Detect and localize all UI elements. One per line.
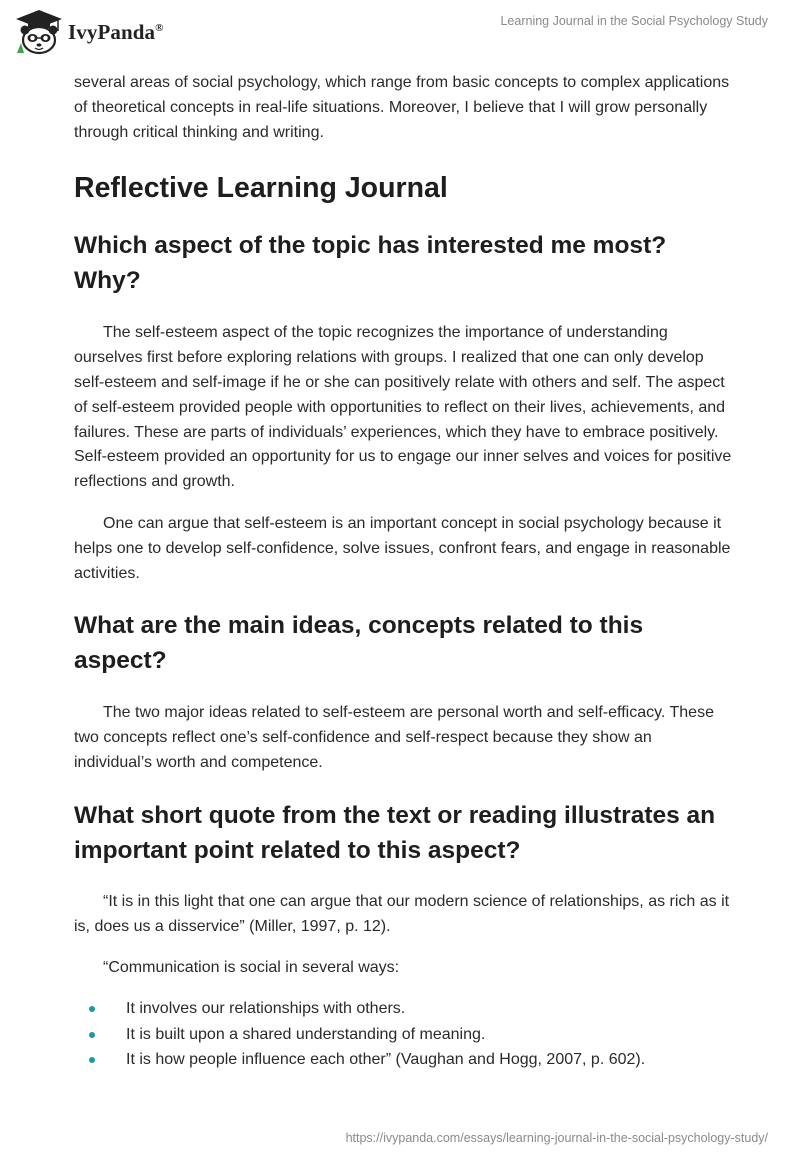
paragraph-argument: One can argue that self-esteem is an important concept in social psychology because it helps one to develop self-confidence, solve issues, confront fears, and engage in reasonable activities.: [74, 514, 731, 582]
brand-name: IvyPanda®: [68, 19, 164, 44]
article-body: [74, 71, 734, 1073]
bullet-icon: [89, 1032, 95, 1038]
source-url[interactable]: https://ivypanda.com/essays/learning-journal-in-the-social-psychology-study/: [345, 1131, 768, 1145]
section-heading-main-ideas: What are the main ideas, concepts related to this aspect?: [74, 612, 644, 675]
page-header: [0, 0, 800, 60]
list-item: It is how people influence each other” (Vaughan and Hogg, 2007, p. 602).: [74, 1047, 734, 1073]
bullet-list: [74, 996, 734, 1073]
paragraph-main-ideas: The two major ideas related to self-esteem are personal worth and self-efficacy. These two concepts reflect one’s self-confidence and self-respect because they show an individual’s worth and competence.: [74, 704, 714, 771]
bullet-icon: [89, 1006, 95, 1012]
list-item: It is built upon a shared understanding of meaning.: [74, 1022, 734, 1048]
document-title: Learning Journal in the Social Psychology Study: [500, 14, 768, 28]
list-item: It involves our relationships with others.: [74, 996, 734, 1022]
paragraph-self-esteem: The self-esteem aspect of the topic recognizes the importance of understanding ourselves first before exploring relations with groups. I realized that one can only develop self-esteem and self-image if he or she can positively relate with others and self. The aspect of self-esteem provided people with opportunities to reflect on their lives, achievements, and failures. These are parts of individuals’ experiences, which they have to embrace positively. Self-esteem provided an opportunity for us to engage our inner selves and voices for positive reflections and growth.: [74, 324, 732, 491]
intro-paragraph: several areas of social psychology, which range from basic concepts to complex applications of theoretical concepts in real-life situations. Moreover, I believe that I will grow personally through critical thinking and writing.: [74, 74, 730, 141]
section-heading-interest: Which aspect of the topic has interested me most? Why?: [74, 232, 667, 295]
ivypanda-logo[interactable]: [14, 8, 164, 56]
section-heading-quote: What short quote from the text or reading illustrates an important point related to this aspect?: [74, 801, 716, 864]
quote-paragraph-communication: “Communication is social in several ways:: [103, 959, 400, 977]
bullet-icon: [89, 1057, 95, 1063]
panda-icon: [14, 9, 64, 55]
quote-paragraph-miller: “It is in this light that one can argue that our modern science of relationships, as rich as it is, does us a disservice” (Miller, 1997, p. 12).: [74, 892, 730, 935]
page-title: Reflective Learning Journal: [74, 172, 448, 205]
